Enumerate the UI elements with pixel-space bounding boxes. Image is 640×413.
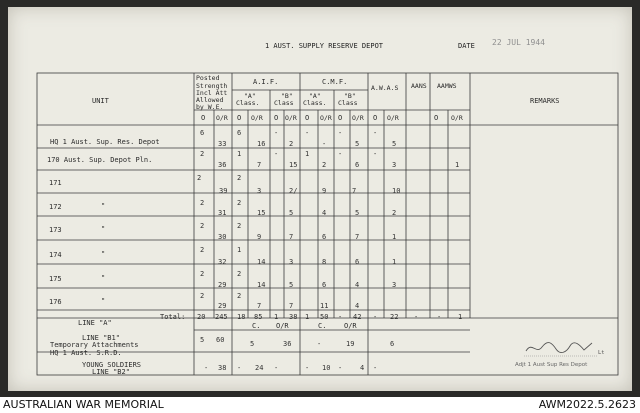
total-cell: - bbox=[338, 313, 343, 321]
cell: 2/ bbox=[289, 187, 298, 195]
row-unit-174: 174 bbox=[49, 251, 62, 259]
cell: 2 bbox=[322, 161, 327, 169]
signature-rank: Lt bbox=[598, 350, 605, 356]
cell: 3 bbox=[392, 281, 397, 289]
posted-header-1: Posted bbox=[196, 74, 220, 82]
cell: 14 bbox=[257, 281, 266, 289]
cell: 5 bbox=[289, 209, 294, 217]
aif-b-class-2: Class bbox=[274, 99, 294, 107]
row-unit-171: 171 bbox=[49, 179, 62, 187]
posted-header-3: Incl Att bbox=[196, 89, 228, 97]
young-cell: 4 bbox=[360, 364, 365, 372]
cell: 32 bbox=[218, 258, 227, 266]
cell: 33 bbox=[218, 140, 227, 148]
sub-or-cmf-b: O/R bbox=[352, 114, 364, 122]
cell: 15 bbox=[289, 161, 298, 169]
cmf-b-class-2: Class bbox=[338, 99, 358, 107]
cmf-a-class-1: "A" bbox=[309, 92, 321, 100]
cell: 1 bbox=[392, 233, 397, 241]
cmf-a-class-2: Class. bbox=[303, 99, 327, 107]
summary-cell: 6 bbox=[390, 340, 395, 348]
cell: - bbox=[373, 129, 378, 137]
ditto-mark: " bbox=[101, 297, 106, 305]
young-cell: - bbox=[237, 364, 242, 372]
summary-cell: 5 bbox=[200, 336, 205, 344]
footer-bar bbox=[0, 397, 640, 413]
handwritten-signature bbox=[522, 337, 602, 359]
awas-header: A.W.A.S bbox=[371, 84, 399, 92]
summary-cell: 36 bbox=[283, 340, 292, 348]
cell: 5 bbox=[355, 209, 360, 217]
cell: 15 bbox=[257, 209, 266, 217]
cmf-header: C.M.F. bbox=[322, 78, 348, 86]
line-b2-label: LINE "B2" bbox=[92, 368, 130, 376]
cell: 7 bbox=[289, 233, 294, 241]
summary-c-label-1: C. bbox=[252, 322, 261, 330]
summary-cell: 19 bbox=[346, 340, 355, 348]
total-cell: - bbox=[437, 313, 442, 321]
cmf-b-class-1: "B" bbox=[344, 92, 356, 100]
sub-o-posted: O bbox=[201, 114, 206, 122]
signature-caption: Adjt 1 Aust Sup Res Depot bbox=[515, 362, 588, 368]
cell: 7 bbox=[289, 302, 294, 310]
young-soldiers-label: YOUNG SOLDIERS bbox=[82, 361, 142, 369]
total-cell: 50 bbox=[320, 313, 329, 321]
young-cell: 38 bbox=[218, 364, 227, 372]
cell: 2 bbox=[289, 140, 294, 148]
aif-b-class-1: "B" bbox=[281, 92, 293, 100]
cell: 6 bbox=[200, 129, 205, 137]
cell: 1 bbox=[392, 258, 397, 266]
cell: 5 bbox=[355, 140, 360, 148]
ditto-mark: " bbox=[101, 202, 106, 210]
cell: 9 bbox=[257, 233, 262, 241]
row-unit-170: 170 Aust. Sup. Depot Pln. bbox=[47, 156, 153, 164]
total-cell: - bbox=[373, 313, 378, 321]
cell: 8 bbox=[322, 258, 327, 266]
row-unit-173: 173 bbox=[49, 226, 62, 234]
young-cell: - bbox=[373, 364, 378, 372]
cell: 1 bbox=[237, 150, 242, 158]
total-cell: 18 bbox=[237, 313, 246, 321]
cell: - bbox=[305, 129, 310, 137]
aif-header: A.I.F. bbox=[253, 78, 279, 86]
cell: - bbox=[274, 129, 279, 137]
cell: 7 bbox=[355, 233, 360, 241]
cell: 6 bbox=[237, 129, 242, 137]
cell: 3 bbox=[289, 258, 294, 266]
temp-attachments-unit: HQ 1 Aust. S.R.D. bbox=[50, 349, 122, 357]
sub-o-cmf-a: O bbox=[305, 114, 310, 122]
posted-header-2: Strength bbox=[196, 82, 228, 90]
line-b1-label: LINE "B1" bbox=[82, 334, 120, 342]
summary-cell: 60 bbox=[216, 336, 225, 344]
sub-or-cmf-a: O/R bbox=[320, 114, 332, 122]
sub-or-aif-b: O/R bbox=[285, 114, 297, 122]
temp-attachments-label: Temporary Attachments bbox=[50, 341, 139, 349]
total-cell: 38 bbox=[289, 313, 298, 321]
cell: 2 bbox=[200, 199, 205, 207]
cell: 4 bbox=[355, 302, 360, 310]
cell: 7 bbox=[352, 187, 357, 195]
cell: 2 bbox=[200, 270, 205, 278]
cell: 10 bbox=[392, 187, 401, 195]
young-cell: 10 bbox=[322, 364, 331, 372]
cell: - bbox=[338, 129, 343, 137]
cell: 6 bbox=[322, 281, 327, 289]
cell: 2 bbox=[237, 222, 242, 230]
summary-c-label-2: C. bbox=[318, 322, 327, 330]
sub-or-aamws: O/R bbox=[451, 114, 463, 122]
cell: 6 bbox=[322, 233, 327, 241]
cell: 30 bbox=[218, 233, 227, 241]
sub-o-aif-a: O bbox=[237, 114, 242, 122]
cell: 2 bbox=[237, 292, 242, 300]
row-unit-175: 175 bbox=[49, 275, 62, 283]
cell: - bbox=[274, 150, 279, 158]
total-cell: 245 bbox=[215, 313, 228, 321]
sub-o-aamws: O bbox=[434, 114, 439, 122]
ditto-mark: " bbox=[101, 274, 106, 282]
posted-header-5: by W.E. bbox=[196, 103, 224, 111]
summary-or-label-1: O/R bbox=[276, 322, 289, 330]
cell: 11 bbox=[320, 302, 329, 310]
cell: 1 bbox=[237, 246, 242, 254]
aamws-header: AAMWS bbox=[437, 82, 457, 90]
young-cell: - bbox=[305, 364, 310, 372]
footer-accession: AWM2022.5.2623 bbox=[538, 398, 636, 411]
total-cell: 1 bbox=[305, 313, 310, 321]
cell: 36 bbox=[218, 161, 227, 169]
date-stamp: 22 JUL 1944 bbox=[492, 38, 545, 47]
total-cell: - bbox=[414, 313, 419, 321]
summary-cell: - bbox=[317, 340, 322, 348]
summary-cell: 5 bbox=[250, 340, 255, 348]
cell: 1 bbox=[455, 161, 460, 169]
aif-a-class-2: Class. bbox=[236, 99, 260, 107]
cell: 7 bbox=[257, 302, 262, 310]
cell: 2 bbox=[200, 246, 205, 254]
cell: 2 bbox=[392, 209, 397, 217]
remarks-header: REMARKS bbox=[530, 97, 560, 105]
cell: 6 bbox=[355, 161, 360, 169]
cell: 5 bbox=[289, 281, 294, 289]
cell: 7 bbox=[257, 161, 262, 169]
ditto-mark: " bbox=[101, 225, 106, 233]
young-cell: - bbox=[274, 364, 279, 372]
total-cell: 1 bbox=[274, 313, 279, 321]
sub-o-aif-b: O bbox=[274, 114, 279, 122]
sub-or-posted: O/R bbox=[216, 114, 228, 122]
document-title: 1 AUST. SUPPLY RESERVE DEPOT bbox=[265, 42, 384, 50]
posted-header-4: Allowed bbox=[196, 96, 224, 104]
cell: 2 bbox=[237, 270, 242, 278]
young-cell: 24 bbox=[255, 364, 264, 372]
cell: - bbox=[338, 150, 343, 158]
cell: 16 bbox=[257, 140, 266, 148]
sub-o-cmf-b: O bbox=[338, 114, 343, 122]
cell: 6 bbox=[355, 258, 360, 266]
total-cell: 42 bbox=[353, 313, 362, 321]
sub-o-awas: O bbox=[373, 114, 378, 122]
cell: - bbox=[373, 150, 378, 158]
row-unit-176: 176 bbox=[49, 298, 62, 306]
footer-institution: AUSTRALIAN WAR MEMORIAL bbox=[3, 398, 164, 411]
cell: 2 bbox=[200, 222, 205, 230]
total-cell: 20 bbox=[197, 313, 206, 321]
young-cell: - bbox=[204, 364, 209, 372]
cell: 5 bbox=[392, 140, 397, 148]
cell: 2 bbox=[200, 150, 205, 158]
total-label: Total: bbox=[160, 313, 186, 321]
cell: 31 bbox=[218, 209, 227, 217]
cell: 39 bbox=[219, 187, 228, 195]
summary-or-label-2: O/R bbox=[344, 322, 357, 330]
cell: 2 bbox=[237, 174, 242, 182]
total-cell: 1 bbox=[458, 313, 463, 321]
row-unit-hq: HQ 1 Aust. Sup. Res. Depot bbox=[50, 138, 160, 146]
total-cell: 22 bbox=[390, 313, 399, 321]
cell: 3 bbox=[257, 187, 262, 195]
young-cell: - bbox=[338, 364, 343, 372]
cell: 29 bbox=[218, 281, 227, 289]
cell: 2 bbox=[200, 292, 205, 300]
cell: 9 bbox=[322, 187, 327, 195]
cell: - bbox=[322, 140, 327, 148]
ditto-mark: " bbox=[101, 250, 106, 258]
sub-or-aif-a: O/R bbox=[251, 114, 263, 122]
unit-column-header: UNIT bbox=[92, 97, 109, 105]
cell: 2 bbox=[237, 199, 242, 207]
row-unit-172: 172 bbox=[49, 203, 62, 211]
cell: 2 bbox=[197, 174, 202, 182]
date-label: DATE bbox=[458, 42, 475, 50]
line-a-label: LINE "A" bbox=[78, 319, 112, 327]
cell: 29 bbox=[218, 302, 227, 310]
cell: 14 bbox=[257, 258, 266, 266]
total-cell: 85 bbox=[254, 313, 263, 321]
aif-a-class-1: "A" bbox=[244, 92, 256, 100]
cell: 1 bbox=[305, 150, 310, 158]
cell: 4 bbox=[355, 281, 360, 289]
cell: 3 bbox=[392, 161, 397, 169]
cell: 4 bbox=[322, 209, 327, 217]
aans-header: AANS bbox=[411, 82, 427, 90]
sub-or-awas: O/R bbox=[387, 114, 399, 122]
